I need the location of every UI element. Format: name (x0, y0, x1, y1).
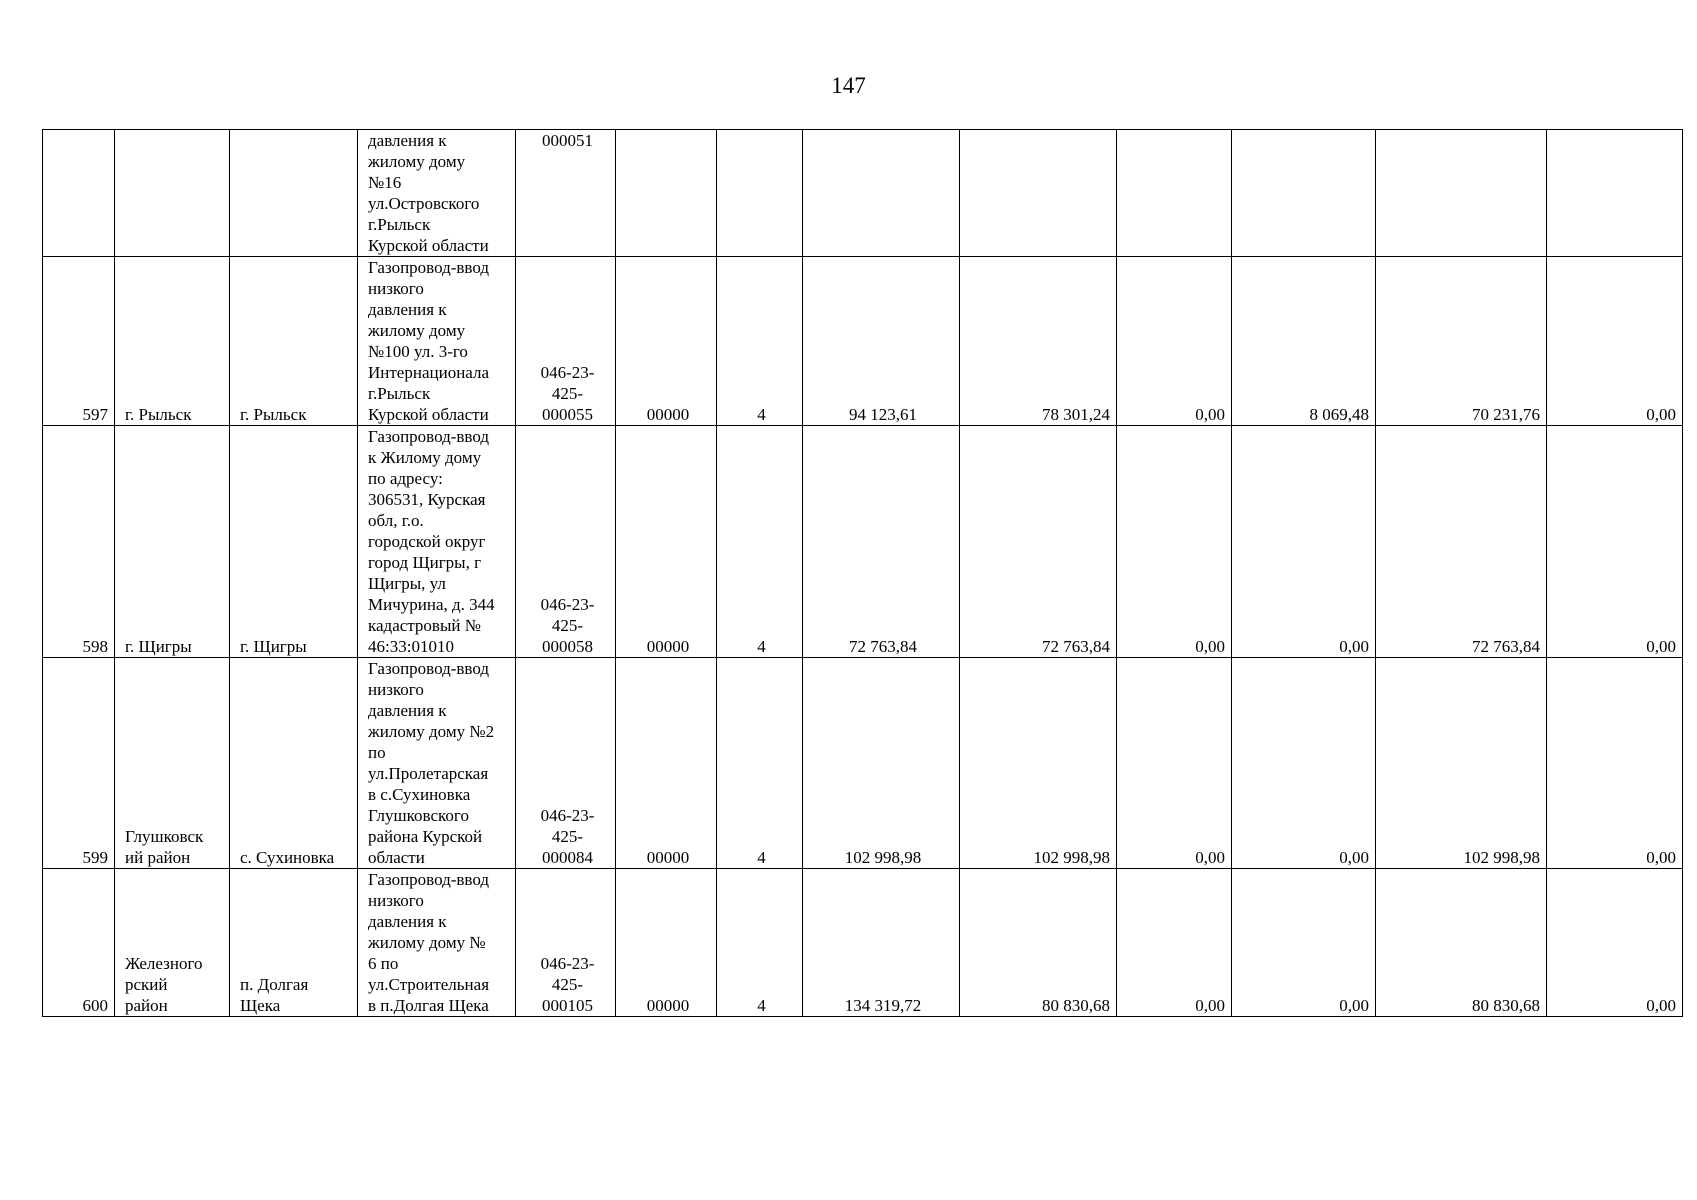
value-2-cell: 102 998,98 (960, 658, 1117, 869)
object-name-cell (358, 130, 516, 257)
district-cell (115, 130, 230, 257)
locality-text: с. Сухиновка (240, 848, 335, 867)
value-5-cell: 70 231,76 (1376, 257, 1547, 426)
locality-cell (230, 658, 358, 869)
cadastral-number-cell (516, 257, 616, 426)
value-3-cell (1117, 130, 1232, 257)
group-cell (717, 130, 803, 257)
table-row (43, 130, 1683, 257)
value-5-cell: 72 763,84 (1376, 426, 1547, 658)
value-1-cell (803, 130, 960, 257)
object-name-text: Газопровод-ввод низкого давления к жилому дому №2 по ул.Пролетарская в с.Сухиновка Глушковского района Курской области (368, 659, 495, 867)
cadastral-number-text: 046-23- 425- 000058 (540, 595, 595, 656)
value-2-cell: 80 830,68 (960, 869, 1117, 1017)
table-row (43, 257, 1683, 426)
code-cell: 00000 (616, 426, 717, 658)
table-row (43, 869, 1683, 1017)
value-3-cell: 0,00 (1117, 658, 1232, 869)
cadastral-number-cell (516, 869, 616, 1017)
row-number-cell: 600 (43, 869, 115, 1017)
object-name-cell (358, 257, 516, 426)
value-1-cell: 94 123,61 (803, 257, 960, 426)
object-name-cell (358, 658, 516, 869)
locality-text: г. Рыльск (240, 405, 307, 424)
object-name-text: Газопровод-ввод к Жилому дому по адресу: 306531, Курская обл, г.о. городской округ город Щигры, г Щигры, ул Мичурина, д. 344 кадастровый № 46:33:01010 (368, 427, 495, 656)
object-name-text: Газопровод-ввод низкого давления к жилому дому № 6 по ул.Строительная в п.Долгая Щека (368, 870, 490, 1015)
cadastral-number-text: 046-23- 425- 000084 (540, 806, 595, 867)
group-cell: 4 (717, 658, 803, 869)
value-1-cell: 134 319,72 (803, 869, 960, 1017)
value-4-cell: 0,00 (1232, 658, 1376, 869)
group-cell: 4 (717, 257, 803, 426)
value-1-cell: 72 763,84 (803, 426, 960, 658)
cadastral-number-text: 046-23- 425- 000105 (540, 954, 595, 1015)
group-cell: 4 (717, 426, 803, 658)
value-3-cell: 0,00 (1117, 426, 1232, 658)
table-row (43, 658, 1683, 869)
value-3-cell: 0,00 (1117, 869, 1232, 1017)
value-2-cell (960, 130, 1117, 257)
table-row (43, 426, 1683, 658)
locality-cell (230, 257, 358, 426)
row-number-cell: 597 (43, 257, 115, 426)
code-cell: 00000 (616, 869, 717, 1017)
district-text: Железного рский район (125, 954, 203, 1015)
cadastral-number-text: 000051 (542, 131, 593, 150)
code-cell (616, 130, 717, 257)
data-table (42, 129, 1683, 1017)
value-1-cell: 102 998,98 (803, 658, 960, 869)
district-cell (115, 426, 230, 658)
value-6-cell: 0,00 (1547, 869, 1683, 1017)
cadastral-number-cell (516, 658, 616, 869)
district-text: г. Рыльск (125, 405, 192, 424)
cadastral-number-cell (516, 130, 616, 257)
district-text: Глушковск ий район (125, 827, 204, 867)
district-cell (115, 257, 230, 426)
locality-cell (230, 130, 358, 257)
value-4-cell (1232, 130, 1376, 257)
value-4-cell: 8 069,48 (1232, 257, 1376, 426)
district-cell (115, 869, 230, 1017)
object-name-text: Газопровод-ввод низкого давления к жилому дому №100 ул. 3-го Интернационала г.Рыльск Курской области (368, 258, 490, 424)
cadastral-number-text: 046-23- 425- 000055 (540, 363, 595, 424)
district-text: г. Щигры (125, 637, 192, 656)
row-number-cell: 598 (43, 426, 115, 658)
object-name-cell (358, 869, 516, 1017)
locality-text: г. Щигры (240, 637, 307, 656)
value-6-cell: 0,00 (1547, 257, 1683, 426)
district-cell (115, 658, 230, 869)
value-4-cell: 0,00 (1232, 426, 1376, 658)
value-5-cell: 80 830,68 (1376, 869, 1547, 1017)
locality-cell (230, 869, 358, 1017)
code-cell: 00000 (616, 257, 717, 426)
locality-text: п. Долгая Щека (240, 975, 309, 1015)
value-6-cell (1547, 130, 1683, 257)
value-5-cell (1376, 130, 1547, 257)
group-cell: 4 (717, 869, 803, 1017)
cadastral-number-cell (516, 426, 616, 658)
object-name-cell (358, 426, 516, 658)
value-2-cell: 78 301,24 (960, 257, 1117, 426)
locality-cell (230, 426, 358, 658)
page-number: 147 (831, 73, 866, 98)
object-name-text: давления к жилому дому №16 ул.Островского г.Рыльск Курской области (368, 131, 489, 255)
value-5-cell: 102 998,98 (1376, 658, 1547, 869)
value-6-cell: 0,00 (1547, 426, 1683, 658)
value-2-cell: 72 763,84 (960, 426, 1117, 658)
value-3-cell: 0,00 (1117, 257, 1232, 426)
row-number-cell (43, 130, 115, 257)
value-4-cell: 0,00 (1232, 869, 1376, 1017)
code-cell: 00000 (616, 658, 717, 869)
value-6-cell: 0,00 (1547, 658, 1683, 869)
row-number-cell: 599 (43, 658, 115, 869)
